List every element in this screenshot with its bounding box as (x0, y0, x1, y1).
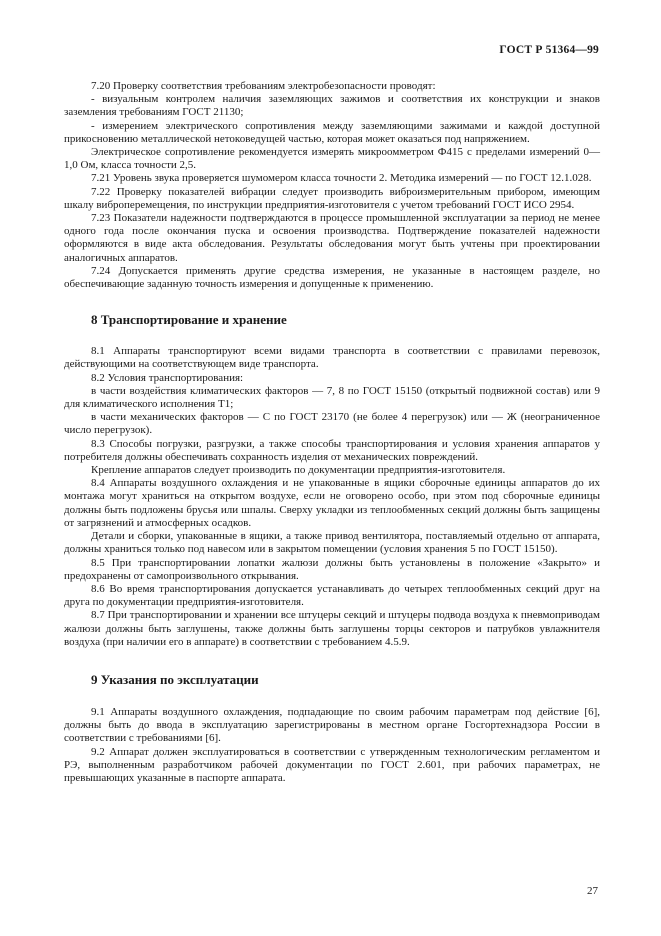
paragraph: 7.22 Проверку показателей вибрации следует производить виброизмерительным прибором, имеющим шкалу виброперемещения, по инструкции предприятия-изготовителя с учетом требований ГОСТ ИСО 2954. (64, 185, 600, 211)
paragraph: Электрическое сопротивление рекомендуется измерять микроомметром Ф415 с пределами измерений 0—1,0 Ом, класса точности 2,5. (64, 146, 600, 172)
paragraph: 8.2 Условия транспортирования: (91, 371, 244, 384)
paragraph: в части механических факторов — С по ГОСТ 23170 (не более 4 перегрузок) или — Ж (неограниченное число перегрузок). (64, 411, 600, 437)
paragraph: 8.4 Аппараты воздушного охлаждения и не упакованные в ящики сборочные единицы аппаратов до их монтажа могут храниться на открытом воздухе, если не оговорено особо, при этом под сборочные единицы должны быть подложены брусья или шпалы. Сверху укладки из теплообменных секций должны быть защищены от загрязнений и атмосферных осадков. (64, 477, 600, 529)
paragraph: 9.2 Аппарат должен эксплуатироваться в соответствии с утвержденным технологическим регламентом и РЭ, выполненным разработчиком рабочей документации по ГОСТ 2.601, при рабочих параметрах, не превышающих указанные в паспорте аппарата. (64, 745, 600, 784)
paragraph: 8.5 При транспортировании лопатки жалюзи должны быть установлены в положение «Закрыто» и предохранены от самопроизвольного открывания. (64, 556, 600, 582)
paragraph: 7.23 Показатели надежности подтверждаются в процессе промышленной эксплуатации за период не менее одного года после окончания пуска и освоения производства. Подтверждение показателей надежности оформляются в виде акта обследования. Результаты обследования могут быть учтены при проектировании аналогичных аппаратов. (64, 212, 600, 264)
paragraph: - измерением электрического сопротивления между заземляющими зажимами и каждой доступной прикосновению металлической нетоковедущей частью, которая может оказаться под напряжением. (64, 119, 600, 145)
section-heading-8: 8 Транспортирование и хранение (91, 312, 287, 328)
section-heading-9: 9 Указания по эксплуатации (91, 671, 259, 687)
paragraph: в части воздействия климатических факторов — 7, 8 по ГОСТ 15150 (открытый подвижной состав) или 9 для климатического исполнения Т1; (64, 384, 600, 411)
paragraph: 8.6 Во время транспортирования допускается устанавливать до четырех теплообменных секций друг на друга по документации предприятия-изготовителя. (64, 582, 600, 609)
document-id-header: ГОСТ Р 51364—99 (499, 44, 599, 56)
paragraph: 7.24 Допускается применять другие средства измерения, не указанные в настоящем разделе, но обеспечивающие заданную точность измерения и допущенные к применению. (64, 264, 600, 291)
paragraph: 7.20 Проверку соответствия требованиям электробезопасности проводят: (91, 80, 436, 92)
paragraph: 8.7 При транспортировании и хранении все штуцеры секций и штуцеры подвода воздуха к пневмоприводам жалюзи должны быть заглушены, также должны быть заглушены торцы секторов и патрубков увлажнителя воздуха (при наличии его в аппарате) в соответствии с требованием 4.5.9. (64, 609, 600, 648)
paragraph: 8.3 Способы погрузки, разгрузки, а также способы транспортирования и условия хранения аппаратов у потребителя должны обеспечивать сохранность изделия от механических повреждений. (64, 437, 600, 463)
paragraph: Детали и сборки, упакованные в ящики, а также привод вентилятора, поставляемый отдельно от аппарата, должны храниться только под навесом или в закрытом помещении (условия хранения 5 по ГОСТ 15150). (64, 530, 600, 556)
paragraph: 9.1 Аппараты воздушного охлаждения, подпадающие по своим рабочим параметрам под действие [6], должны быть до ввода в эксплуатацию зарегистрированы в местном органе Госгортехнадзора России в соответствии с требованиями [6]. (64, 705, 600, 745)
paragraph: 8.1 Аппараты транспортируют всеми видами транспорта в соответствии с правилами перевозок, действующими на соответствующем виде транспорта. (64, 345, 600, 371)
paragraph: Крепление аппаратов следует производить по документации предприятия-изготовителя. (91, 464, 506, 477)
paragraph: - визуальным контролем наличия заземляющих зажимов и соответствия их конструкции и знаков заземления требованиям ГОСТ 21130; (64, 93, 600, 119)
page-body (64, 80, 600, 785)
page-number: 27 (587, 885, 598, 897)
paragraph: 7.21 Уровень звука проверяется шумомером класса точности 2. Методика измерений — по ГОСТ 12.1.028. (91, 172, 592, 185)
